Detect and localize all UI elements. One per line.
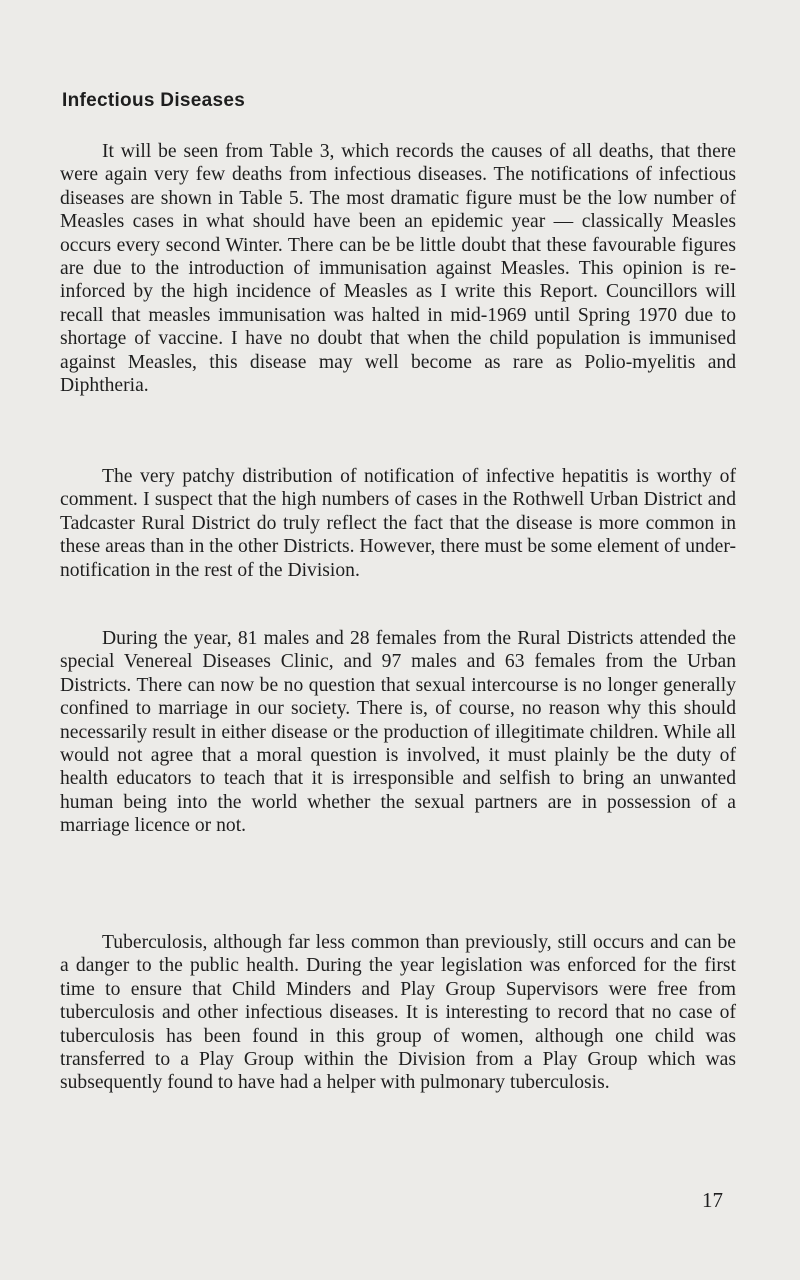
paragraph-tuberculosis: Tuberculosis, although far less common than previously, still occurs and can be a danger to the public health. During the year legislation was enforced for the first time to ensure that Child Minders and Play Group Supervisors were free from tuberculosis and other infectious diseases. It is interesting to record that no case of tuberculosis has been found in this group of women, although one child was transferred to a Play Group within the Division from a Play Group which was subsequently found to have had a helper with pulmonary tuberculosis. [60, 932, 736, 1094]
section-heading: Infectious Diseases [62, 90, 246, 111]
paragraph-venereal-diseases: During the year, 81 males and 28 females from the Rural Districts attended the special Venereal Diseases Clinic, and 97 males and 63 females from the Urban Districts. There can now be no question that sexual intercourse is no longer generally confined to marriage in our society. There is, of course, no reason why this should necessarily result in either disease or the production of illegitimate children. While all would not agree that a moral question is involved, it must plainly be the duty of health educators to teach that it is irresponsible and selfish to bring an unwanted human being into the world whether the sexual partners are in possession of a marriage licence or not. [60, 628, 736, 837]
paragraph-measles: It will be seen from Table 3, which records the causes of all deaths, that there were again very few deaths from infectious diseases. The notifications of infectious diseases are shown in Table 5. The most dramatic figure must be the low number of Measles cases in what should have been an epidemic year — classically Measles occurs every second Winter. There can be be little doubt that these favourable figures are due to the introduction of immunisation against Measles. This opinion is re-inforced by the high incidence of Measles as I write this Report. Councillors will recall that measles immunisation was halted in mid-1969 until Spring 1970 due to shortage of vaccine. I have no doubt that when the child population is immunised against Measles, this disease may well become as rare as Polio-myelitis and Diphtheria. [60, 141, 736, 397]
paragraph-hepatitis: The very patchy distribution of notification of infective hepatitis is worthy of comment. I suspect that the high numbers of cases in the Rothwell Urban District and Tadcaster Rural District do truly reflect the fact that the disease is more common in these areas than in the other Districts. However, there must be some element of under-notification in the rest of the Division. [60, 466, 736, 581]
page-number: 17 [702, 1188, 723, 1212]
